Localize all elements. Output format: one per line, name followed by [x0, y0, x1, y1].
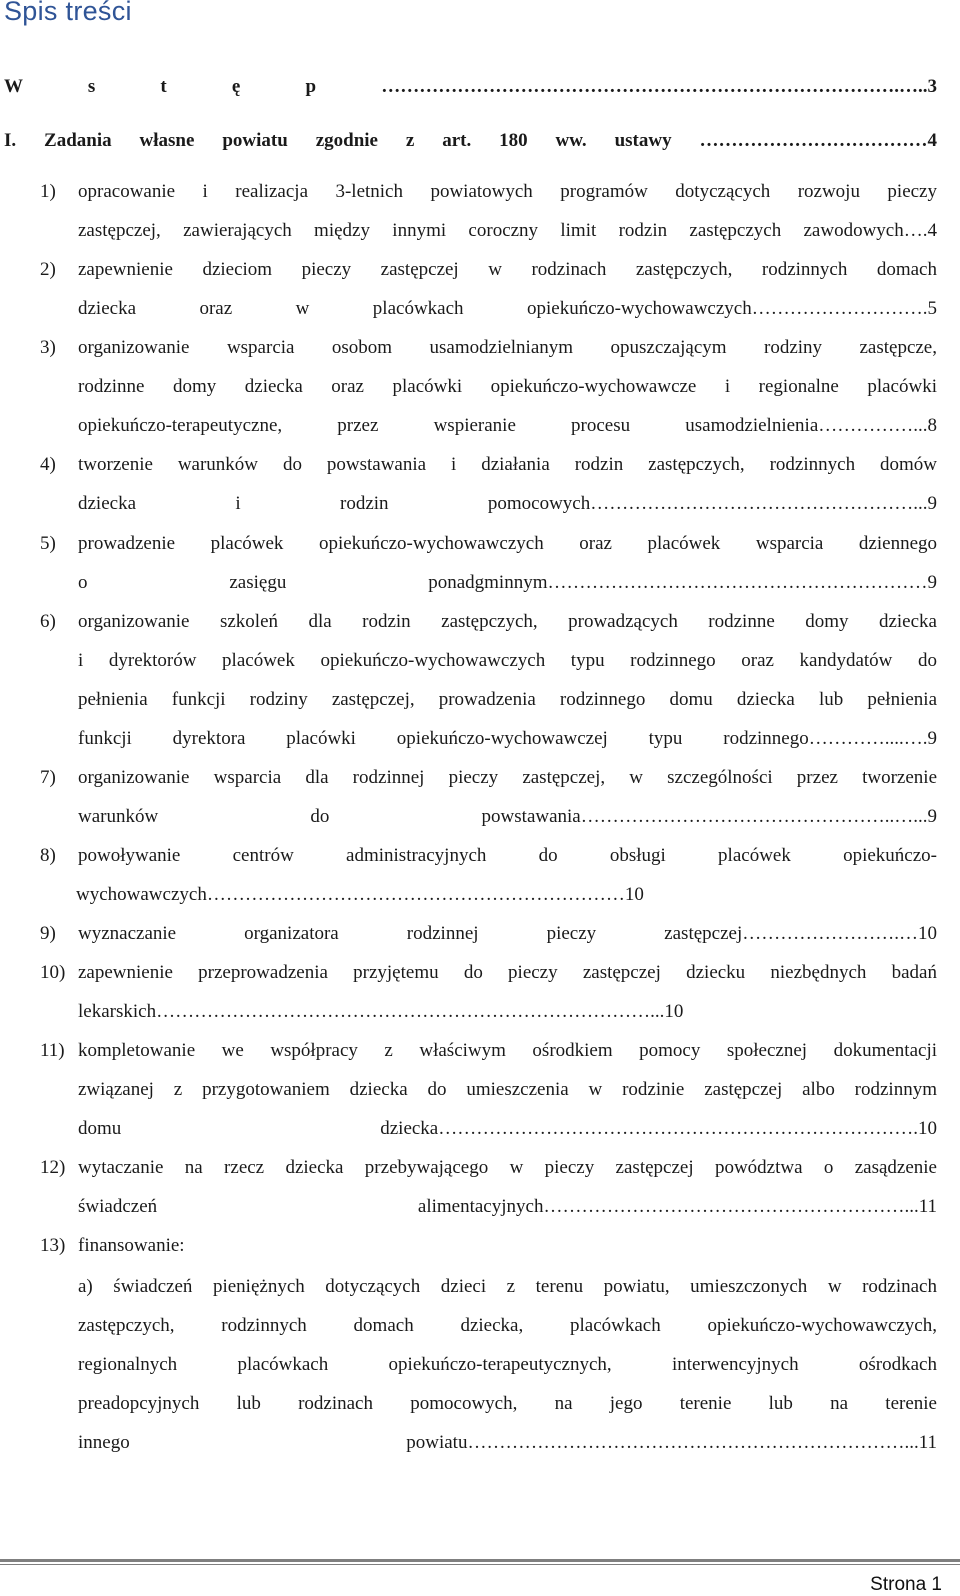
- toc-item-line[interactable]: prowadzenie placówek opiekuńczo-wychowawczych oraz placówek wsparcia dziennego: [78, 533, 937, 554]
- toc-item-line[interactable]: lekarskich……………………………………………………………………...10: [78, 1001, 684, 1022]
- toc-item-line[interactable]: dziecka oraz w placówkach opiekuńczo-wychowawczych……………………….5: [78, 298, 937, 319]
- toc-subitem-line[interactable]: regionalnych placówkach opiekuńczo-terapeutycznych, interwencyjnych ośrodkach: [78, 1354, 937, 1375]
- toc-subitem-line[interactable]: a) świadczeń pieniężnych dotyczących dzieci z terenu powiatu, umieszczonych w rodzinach: [78, 1276, 937, 1297]
- toc-item-line[interactable]: opiekuńczo-terapeutyczne, przez wspieranie procesu usamodzielnienia……………...8: [78, 415, 937, 436]
- toc-item-number: 8): [40, 845, 56, 866]
- toc-item-line[interactable]: warunków do powstawania…………………………………………..…...9: [78, 806, 937, 827]
- toc-subitem-line[interactable]: innego powiatu……………………………………………………………...11: [78, 1432, 937, 1453]
- toc-item-line[interactable]: o zasięgu ponadgminnym……………………………………………………9: [78, 572, 937, 593]
- toc-item-number: 5): [40, 533, 56, 554]
- toc-item-line[interactable]: związanej z przygotowaniem dziecka do umieszczenia w rodzinie zastępczej albo rodzinnym: [78, 1079, 937, 1100]
- toc-item-line[interactable]: powoływanie centrów administracyjnych do obsługi placówek opiekuńczo-: [78, 845, 937, 866]
- toc-item-line[interactable]: pełnienia funkcji rodziny zastępczej, prowadzenia rodzinnego domu dziecka lub pełnienia: [78, 689, 937, 710]
- toc-item-number: 11): [40, 1040, 65, 1061]
- toc-entry-wstep[interactable]: W s t ę p ……………………………………………………………………….…..3: [4, 76, 937, 97]
- toc-title: Spis treści: [4, 0, 132, 26]
- toc-subitem-line[interactable]: preadopcyjnych lub rodzinach pomocowych, na jego terenie lub na terenie: [78, 1393, 937, 1414]
- toc-item-number: 1): [40, 181, 56, 202]
- toc-item-line[interactable]: wychowawczych…………………………………………………………10: [76, 884, 644, 905]
- toc-item-line[interactable]: dziecka i rodzin pomocowych……………………………………………...9: [78, 493, 937, 514]
- toc-item-line[interactable]: kompletowanie we współpracy z właściwym ośrodkiem pomocy społecznej dokumentacji: [78, 1040, 937, 1061]
- toc-item-number: 12): [40, 1157, 66, 1178]
- toc-item-line[interactable]: rodzinne domy dziecka oraz placówki opiekuńczo-wychowawcze i regionalne placówki: [78, 376, 937, 397]
- footer-divider-thin: [0, 1564, 960, 1565]
- toc-item-line[interactable]: funkcji dyrektora placówki opiekuńczo-wychowawczej typu rodzinnego…………....….9: [78, 728, 937, 749]
- toc-item-number: 9): [40, 923, 56, 944]
- toc-item-number: 6): [40, 611, 56, 632]
- toc-item-number: 7): [40, 767, 56, 788]
- toc-subitem-line[interactable]: zastępczych, rodzinnych domach dziecka, placówkach opiekuńczo-wychowawczych,: [78, 1315, 937, 1336]
- toc-entry-chapter-1[interactable]: I. Zadania własne powiatu zgodnie z art. 180 ww. ustawy ………………………………4: [4, 130, 937, 151]
- toc-item-line[interactable]: domu dziecka………………………………………………………………….10: [78, 1118, 937, 1139]
- toc-item-number: 4): [40, 454, 56, 475]
- toc-item-line[interactable]: wyznaczanie organizatora rodzinnej pieczy zastępczej…………………….…10: [78, 923, 937, 944]
- toc-item-line[interactable]: zastępczej, zawierających między innymi coroczny limit rodzin zastępczych zawodowych….4: [78, 220, 937, 241]
- page-number: Strona 1: [870, 1574, 942, 1595]
- toc-item-line[interactable]: opracowanie i realizacja 3-letnich powiatowych programów dotyczących rozwoju pieczy: [78, 181, 937, 202]
- footer-divider: [0, 1559, 960, 1562]
- toc-item-line[interactable]: organizowanie wsparcia dla rodzinnej pieczy zastępczej, w szczególności przez tworzenie: [78, 767, 937, 788]
- toc-item-number: 13): [40, 1235, 66, 1256]
- toc-item-line[interactable]: finansowanie:: [78, 1235, 185, 1256]
- toc-item-number: 10): [40, 962, 66, 983]
- toc-item-number: 3): [40, 337, 56, 358]
- toc-item-line[interactable]: tworzenie warunków do powstawania i działania rodzin zastępczych, rodzinnych domów: [78, 454, 937, 475]
- toc-item-line[interactable]: organizowanie szkoleń dla rodzin zastępczych, prowadzących rodzinne domy dziecka: [78, 611, 937, 632]
- toc-item-line[interactable]: zapewnienie przeprowadzenia przyjętemu do pieczy zastępczej dziecku niezbędnych badań: [78, 962, 937, 983]
- toc-item-line[interactable]: świadczeń alimentacyjnych…………………………………………………...11: [78, 1196, 937, 1217]
- toc-item-line[interactable]: zapewnienie dzieciom pieczy zastępczej w rodzinach zastępczych, rodzinnych domach: [78, 259, 937, 280]
- toc-item-line[interactable]: organizowanie wsparcia osobom usamodzielnianym opuszczającym rodziny zastępcze,: [78, 337, 937, 358]
- toc-item-number: 2): [40, 259, 56, 280]
- toc-item-line[interactable]: wytaczanie na rzecz dziecka przebywającego w pieczy zastępczej powództwa o zasądzenie: [78, 1157, 937, 1178]
- toc-item-line[interactable]: i dyrektorów placówek opiekuńczo-wychowawczych typu rodzinnego oraz kandydatów do: [78, 650, 937, 671]
